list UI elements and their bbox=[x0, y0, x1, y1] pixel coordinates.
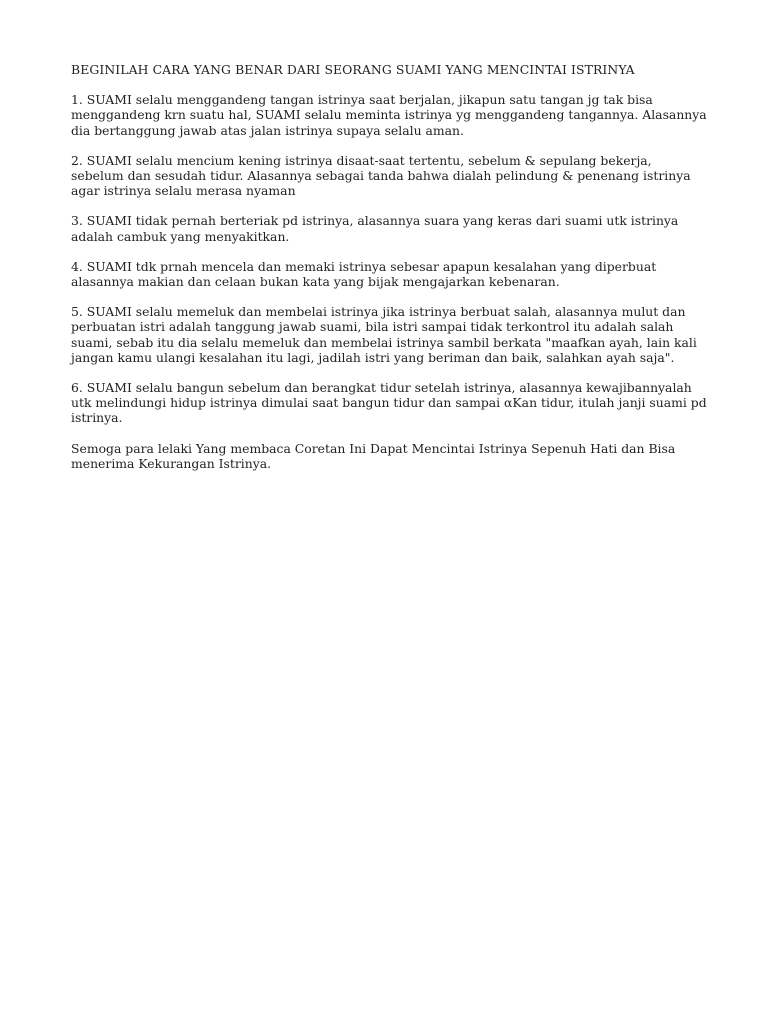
paragraph-4: 4. SUAMI tdk prnah mencela dan memaki istrinya sebesar apapun kesalahan yang diperbuat alasannya makian dan celaan bukan kata yang bijak mengajarkan kebenaran. bbox=[71, 258, 657, 290]
paragraph-1: 1. SUAMI selalu menggandeng tangan istrinya saat berjalan, jikapun satu tangan jg tak bisa menggandeng krn suatu hal, SUAMI selalu meminta istrinya yg menggandeng tangannya. Alasannya dia bertanggung jawab atas jalan istrinya supaya selalu aman. bbox=[71, 92, 707, 138]
closing-paragraph: Semoga para lelaki Yang membaca Coretan Ini Dapat Mencintai Istrinya Sepenuh Hati dan Bisa menerima Kekurangan Istrinya. bbox=[71, 440, 676, 471]
paragraph-2: 2. SUAMI selalu mencium kening istrinya disaat-saat tertentu, sebelum & sepulang bekerja, sebelum dan sesudah tidur. Alasannya sebagai tanda bahwa dialah pelindung & penenang istrinya agar istrinya selalu merasa nyaman bbox=[71, 152, 691, 199]
paragraph-3: 3. SUAMI tidak pernah berteriak pd istrinya, alasannya suara yang keras dari suami utk istrinya adalah cambuk yang menyakitkan. bbox=[71, 213, 679, 244]
document-title: BEGINILAH CARA YANG BENAR DARI SEORANG SUAMI YANG MENCINTAI ISTRINYA bbox=[71, 62, 635, 77]
paragraph-5: 5. SUAMI selalu memeluk dan membelai istrinya jika istrinya berbuat salah, alasannya mulut dan perbuatan istri adalah tanggung jawab suami, bila istri sampai tidak terkontrol itu adalah salah suami, sebab itu dia selalu memeluk dan membelai istrinya sambil berkata "maafkan ayah, lain kali jangan kamu ulangi kesalahan itu lagi, jadilah istri yang beriman dan baik, salahkan ayah saja". bbox=[71, 304, 697, 365]
paragraph-6: 6. SUAMI selalu bangun sebelum dan berangkat tidur setelah istrinya, alasannya kewajibannyalah utk melindungi hidup istrinya dimulai saat bangun tidur dan sampai αKan tidur, itulah janji suami pd istrinya. bbox=[71, 380, 707, 426]
